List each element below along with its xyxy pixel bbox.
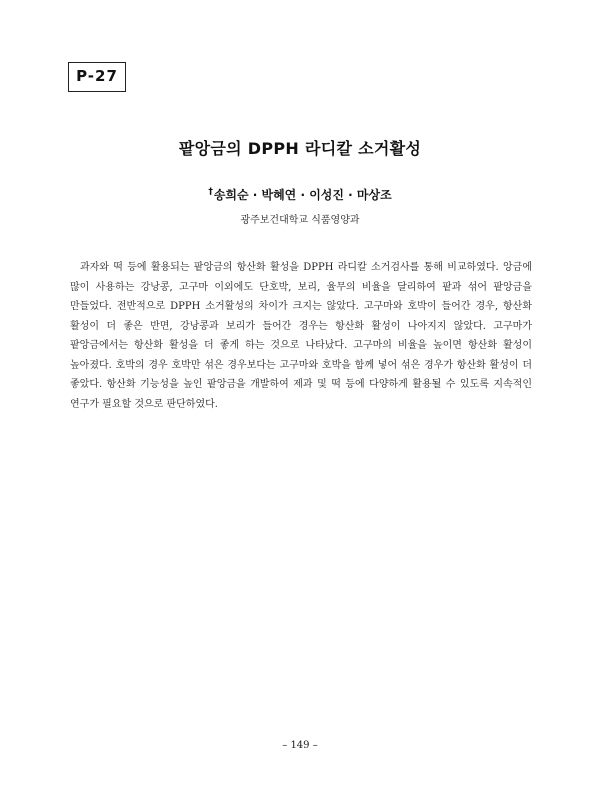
- abstract-code-box: [68, 62, 126, 92]
- abstract-code: P-27: [76, 67, 118, 85]
- paper-title: 팥앙금의 DPPH 라디칼 소거활성: [178, 139, 422, 158]
- page-number: – 149 –: [282, 740, 318, 751]
- corresponding-author-mark: †: [208, 187, 213, 197]
- author-names: 송희순 · 박혜연 · 이성진 · 마상조: [213, 188, 392, 202]
- author-line: [0, 186, 600, 203]
- abstract-body: 과자와 떡 등에 활용되는 팥앙금의 항산화 활성을 DPPH 라디칼 소거검사를 통해 비교하였다. 앙금에 많이 사용하는 강낭콩, 고구마 이외에도 단호박, 보리, 율무의 비율을 달리하여 팥과 섞어 팥앙금을 만들었다. 전반적으로 DPPH 소거활성의 차이가 크지는 않았다. 고구마와 호박이 들어간 경우, 항산화 활성이 더 좋은 반면, 강낭콩과 보리가 들어간 경우는 항산화 활성이 나아지지 않았다. 고구마가 팥앙금에서는 항산화 활성을 더 좋게 하는 것으로 나타났다. 고구마의 비율을 높이면 항산화 활성이 높아졌다. 호박의 경우 호박만 섞은 경우보다는 고구마와 호박을 함께 넣어 섞은 경우가 항산화 활성이 더 좋았다. 항산화 기능성을 높인 팥앙금을 개발하여 제과 및 떡 등에 다양하게 활용될 수 있도록 지속적인 연구가 필요할 것으로 판단하였다.: [70, 262, 532, 410]
- affiliation: 광주보건대학교 식품영양과: [240, 215, 360, 226]
